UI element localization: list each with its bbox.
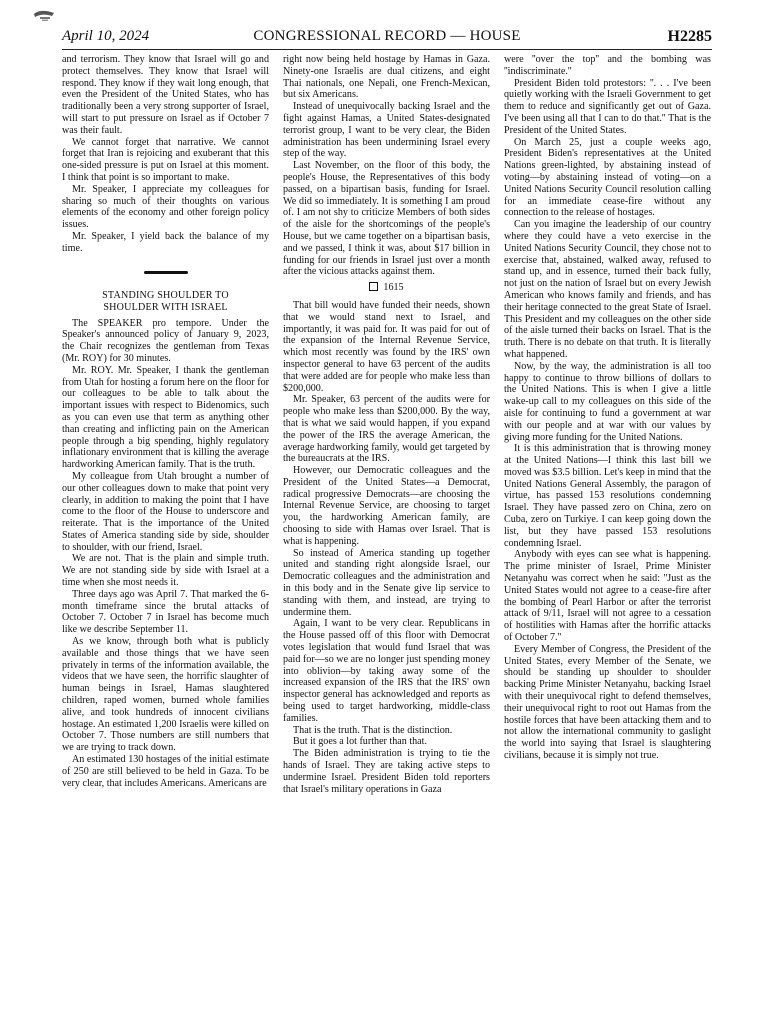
column-3 [504,54,711,1016]
paragraph: Last November, on the floor of this body, the people's House, the Representatives of this body passed, on a bipartisan basis, funding for Israel. We did so immediately. It is something I am proud of. I am not shy to criticize Members of both sides of the aisle for the shortcomings of the people's House, but we came together on a bipartisan basis, and we passed, I think it was, about $17 billion in funding for our friends in Israel just over a month after the vicious attacks against them. [283,160,490,278]
paragraph: Can you imagine the leadership of our country where they could have a veto exercise in the United Nations Security Council, they chose not to exercise that, abstained, walked away, refused to stand up, and in essence, turned their back fully, not just on the nation of Israel but on every Jewish American who knows family and friends, and has their heritage connected to the great State of Israel. This President and my colleagues on the other side of the aisle turned their backs on Israel. That is the truth. There is no debate on that truth. It is literally what happened. [504,219,711,360]
column-2 [283,54,490,1016]
section-heading-line-1: STANDING SHOULDER TO [102,289,229,301]
paragraph: But it goes a lot further than that. [293,736,427,748]
paragraph: Again, I want to be very clear. Republicans in the House passed off of this floor with Democrat votes legislation that would fund Israel that was paid for—so we are no longer just spending money into oblivion—by taking away some of the increased expansion of the IRS that the IRS' own inspector general has acknowledged and reports as being used to target hardworking, middle-class families. [283,618,490,724]
paragraph: So instead of America standing up together united and standing right alongside Israel, our Democratic colleagues and the administration and in this body and in the Senate give lip service to standing with them, and instead, are trying to undermine them. [283,547,490,618]
paragraph: The Biden administration is trying to tie the hands of Israel. They are taking active steps to undermine Israel. President Biden told reporters that Israel's military operations in Gaza [283,748,490,795]
section-heading-line-2: SHOULDER WITH ISRAEL [103,301,228,313]
paragraph: On March 25, just a couple weeks ago, President Biden's representatives at the United Nations green-lighted, by abstaining instead of voting—by abstaining instead of voting—on a United Nations Security Council resolution calling for an immediate cease-fire without any connection to the release of hostages. [504,136,711,219]
timestamp-text: 1615 [383,282,404,294]
paragraph: It is this administration that is throwing money at the United Nations—I think this last bill we moved was $3.5 billion. Let's keep in mind that the United Nations General Assembly, the paragon of virtue, has passed 153 resolutions condemning Israel. They have passed zero on China, zero on Cuba, zero on Turkiye. I can keep going down the list, but they have passed 153 resolutions condemning Israel. [504,443,711,549]
paragraph: That bill would have funded their needs, shown that we would stand next to Israel, and importantly, it was paid for. It was paid for out of the expansion of the Internal Revenue Service, which most recently was found by the IRS' own inspector general to have 63 percent of the audits that were added are for people who make less than $200,000. [283,299,490,394]
page-header [62,28,712,50]
paragraph: Now, by the way, the administration is all too happy to continue to throw billions of dollars to the United Nations. This is when I give a little wake-up call to my colleagues on this side of the aisle for continuing to fund a government at war with our people and at war with our values by giving more funding for the United Nations. [504,360,711,443]
paragraph: President Biden told protestors: ''. . . I've been quietly working with the Israeli Government to get them to reduce and significantly get out of Gaza. I've been using all that I can to do that.'' That is the President of the United States. [504,77,711,136]
header-rule [62,49,712,50]
paragraph: Every Member of Congress, the President of the United States, every Member of the Senate, we should be standing up shoulder to shoulder backing Prime Minister Netanyahu, backing Israel with their unequivocal right to defend themselves, their unequivocal right to root out Hamas from the hostile forces that have been attacking them and to not allow the international community to gaslight the world into saying that Israel is slaughtering civilians, because it is simply not true. [504,643,711,762]
paragraph: Mr. Speaker, I appreciate my colleagues for sharing so much of their thoughts on various elements of the economy and other foreign policy issues. [62,183,269,231]
section-separator [144,271,188,274]
paragraph: Mr. ROY. Mr. Speaker, I thank the gentleman from Utah for hosting a forum here on the floor for our colleagues to be able to talk about the important issues with respect to Bidenomics, such as you can even use that term as anything other than creating and inflicting pain on the American people through a big spending, highly regulatory inflationary environment that is killing the average hardworking American family. That is the truth. [62,364,269,471]
paragraph: We are not. That is the plain and simple truth. We are not standing side by side with Israel at a time when she most needs it. [62,553,269,589]
paragraph: An estimated 130 hostages of the initial estimate of 250 are still believed to be held in Gaza. To be very clear, that includes Americans. Americans are [62,754,269,789]
paragraph: and terrorism. They know that Israel will go and protect themselves. They know that Israel will respond. They know if they wait long enough, that even the President of the United States, who has traditionally been a very strong supporter of Israel, will start to put pressure on Israel as if October 7 was their fault. [62,54,269,136]
paragraph: Three days ago was April 7. That marked the 6-month timeframe since the brutal attacks of October 7. October 7 in Israel has become much like we describe September 11. [62,588,269,636]
header-page-number: H2285 [667,28,712,45]
paragraph: We cannot forget that narrative. We cannot forget that Iran is rejoicing and exuberant that this one-sided pressure is put on Israel at this moment. I think that point is so important to make. [62,136,269,183]
paragraph: However, our Democratic colleagues and the President of the United States—a Democrat, radical progressive Democrats—are choosing the Internal Revenue Service, are choosing to target you, the hardworking American family, are choosing to side with Hamas over Israel. That is what is happening. [283,465,490,547]
paragraph: were ''over the top'' and the bombing was ''indiscriminate.'' [504,54,711,77]
paragraph: Anybody with eyes can see what is happening. The prime minister of Israel, Prime Minister Netanyahu was correct when he said: ''Just as the United States would not agree to a cease-fire after the bombing of Pearl Harbor or after the terrorist attack of 9/11, Israel will not agree to a cessation of hostilities with Hamas after the horrific attacks of October 7.'' [504,549,711,644]
paragraph: The SPEAKER pro tempore. Under the Speaker's announced policy of January 9, 2023, the Chair recognizes the gentleman from Texas (Mr. ROY) for 30 minutes. [62,317,269,364]
paragraph: right now being held hostage by Hamas in Gaza. Ninety-one Israelis are dual citizens, and eight Thai nationals, one Nepali, one French-Mexican, but six Americans. [283,54,490,101]
column-1 [62,54,269,1016]
paragraph: Mr. Speaker, I yield back the balance of my time. [62,230,269,254]
paragraph: That is the truth. That is the distinction. [293,724,453,736]
paragraph: My colleague from Utah brought a number of our other colleagues down to make that point very clearly, in addition to making the point that I have come to the floor of the House to underscore and reiterate. That is the importance of the United States of America standing side by side, shoulder to shoulder, with our friend, Israel. [62,470,269,553]
header-date: April 10, 2024 [62,28,150,44]
timestamp-box-icon [369,282,378,291]
section-heading [62,290,269,314]
paragraph: Mr. Speaker, 63 percent of the audits were for people who make less than $200,000. By the way, that is what we said would happen, if you expand the power of the IRS the average American, the average hardworking family, would get targeted by the bureaucrats at the IRS. [283,394,490,465]
timestamp-marker [283,282,490,294]
text-columns [62,54,712,1016]
paragraph: Instead of unequivocally backing Israel and the fight against Hamas, a United States-designated terrorist group, I want to be very clear, the Biden administration has been undermining Israel every step of the way. [283,101,490,160]
header-title: CONGRESSIONAL RECORD — HOUSE [253,28,521,44]
paragraph: As we know, through both what is publicly available and those things that we have seen privately in terms of the information available, the videos that we have seen, the horrific slaughter of human beings in Israel, Hamas slaughtered children, raped women, burned whole families alive, and took hundreds of innocent civilians hostage. An estimated 1,200 Israelis were killed on October 7. Those numbers are still numbers that we are trying to track down. [62,636,269,754]
government-printing-office-seal-icon [32,8,56,22]
